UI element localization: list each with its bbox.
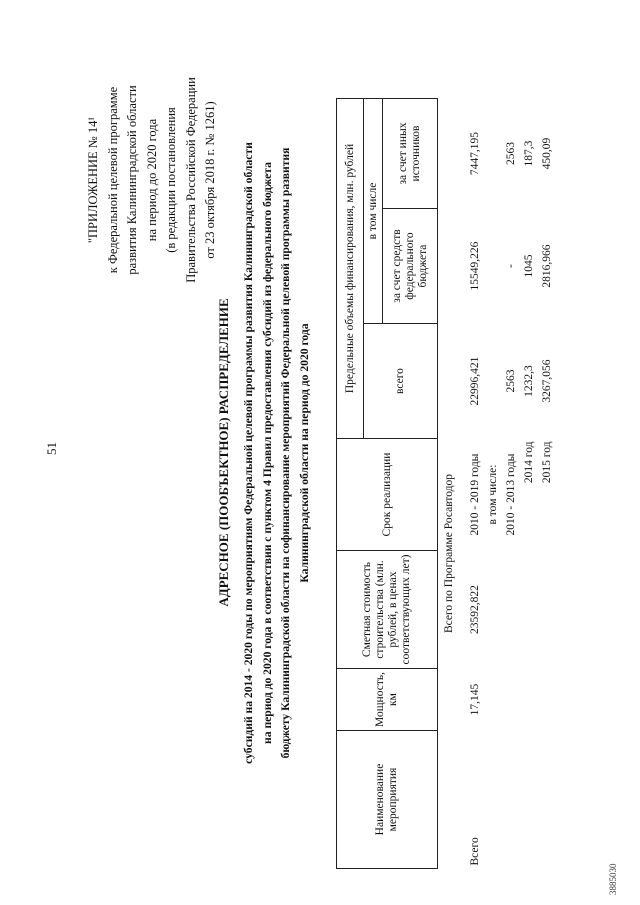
cell-other: 2563 — [505, 142, 517, 166]
document-stamp: 3885030 — [608, 863, 618, 895]
cell-other: 7447,195 — [469, 131, 481, 176]
cell-term: 2015 год — [541, 441, 553, 484]
cell-cost — [502, 551, 520, 669]
cell-cost — [520, 551, 538, 669]
header-name: Наименование мероприятия — [337, 731, 438, 869]
cell-term: 2010 - 2019 годы — [469, 453, 481, 536]
appendix-line: Правительства Российской Федерации — [183, 77, 198, 283]
table-row — [538, 99, 556, 869]
section-label: Всего по Программе Росавтодор — [443, 474, 455, 634]
appendix-line: развития Калининградской области — [125, 85, 139, 275]
cell-federal: 15549,226 — [469, 241, 481, 291]
cell-term: 2010 - 2013 годы — [505, 453, 517, 536]
cell-cost: 23592,822 — [469, 585, 481, 634]
cell-capacity — [502, 669, 520, 731]
funding-table — [336, 98, 556, 869]
table-row — [484, 99, 502, 869]
header-federal: за счет средств федерального бюджета — [383, 209, 438, 324]
appendix-line: на период до 2020 года — [144, 118, 159, 242]
cell-other: 187,3 — [523, 140, 535, 167]
appendix-note — [84, 15, 221, 345]
cell-capacity — [520, 669, 538, 731]
cell-capacity: 17,145 — [469, 683, 481, 716]
header-including: в том числе — [364, 99, 383, 324]
cell-name — [520, 731, 538, 869]
cell-name — [502, 731, 520, 869]
cell-name: Всего — [469, 837, 481, 866]
cell-total: 22996,421 — [469, 356, 481, 406]
cell-cost — [538, 551, 556, 669]
subtitle-line: бюджету Калининградской области на софинансирование мероприятий Федеральной целевой программы развития — [279, 147, 292, 759]
header-funding: Предельные объемы финансирования, млн. рублей — [337, 99, 364, 439]
cell-other: 450,09 — [541, 137, 553, 170]
document-title: АДРЕСНОЕ (ПООБЪЕКТНОЕ) РАСПРЕДЕЛЕНИЕ — [216, 298, 231, 607]
table-row — [502, 99, 520, 869]
cell-term: 2014 год — [523, 441, 535, 484]
appendix-line: от 23 октября 2018 г. № 1261) — [203, 101, 217, 259]
cell-term: в том числе: — [487, 464, 499, 525]
cell-federal: - — [505, 264, 517, 268]
document-subtitle — [240, 53, 314, 853]
cell-cost — [484, 551, 502, 669]
header-cost: Сметная стоимость строительства (млн. рублей, в ценах соответствующих лет) — [337, 551, 438, 669]
table-row — [520, 99, 538, 869]
cell-total: 1232,3 — [523, 365, 535, 397]
header-term: Срок реализации — [337, 439, 438, 551]
cell-capacity — [538, 669, 556, 731]
appendix-line: "ПРИЛОЖЕНИЕ № 14¹ — [86, 116, 100, 244]
appendix-line: к Федеральной целевой программе — [105, 86, 120, 274]
appendix-line: (в редакции постановления — [164, 107, 178, 253]
page-number: 51 — [44, 442, 59, 455]
subtitle-line: на период до 2020 года в соответствии с пунктом 4 Правил предоставления субсидий из федерального бюджета — [260, 162, 274, 744]
cell-federal: 1045 — [523, 254, 535, 278]
cell-other — [484, 99, 502, 209]
subtitle-line: субсидий на 2014 - 2020 годы по мероприятиям Федеральной целевой программы развития Калининградской области — [242, 142, 255, 764]
cell-total — [484, 324, 502, 439]
cell-name — [538, 731, 556, 869]
subtitle-line: Калининградской области на период до 2020 года — [297, 323, 311, 583]
cell-federal — [484, 209, 502, 324]
cell-capacity — [484, 669, 502, 731]
cell-name — [484, 731, 502, 869]
table-row — [457, 99, 484, 869]
header-total: всего — [364, 324, 438, 439]
cell-federal: 2816,966 — [541, 244, 553, 288]
cell-total: 2563 — [505, 369, 517, 393]
header-capacity: Мощность, км — [337, 669, 438, 731]
header-other: за счет иных источников — [383, 99, 438, 209]
cell-total: 3267,056 — [541, 359, 553, 403]
